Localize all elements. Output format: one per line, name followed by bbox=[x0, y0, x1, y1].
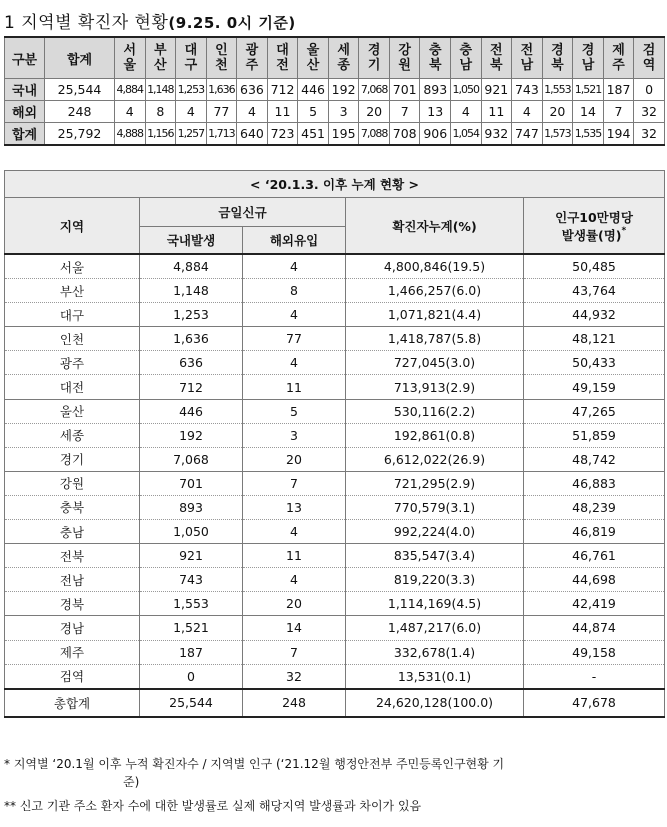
summary-header-region bbox=[237, 37, 268, 79]
summary-cell: 743 bbox=[512, 79, 543, 101]
cell-overseas: 7 bbox=[243, 640, 346, 664]
cumulative-caption-row bbox=[5, 171, 665, 198]
cell-region: 광주 bbox=[5, 351, 140, 375]
summary-cell: 1,148 bbox=[145, 79, 176, 101]
col-rate-line1: 인구10만명당 bbox=[555, 209, 633, 225]
cell-domestic: 1,253 bbox=[140, 303, 243, 327]
summary-cell: 4,888 bbox=[115, 123, 146, 146]
region-char: 북 bbox=[490, 58, 503, 73]
cell-rate: 50,485 bbox=[524, 254, 665, 279]
summary-row bbox=[5, 79, 665, 101]
region-row bbox=[5, 592, 665, 616]
cell-region: 경남 bbox=[5, 616, 140, 640]
region-char: 세 bbox=[337, 43, 350, 58]
summary-cell: 1,573 bbox=[542, 123, 573, 146]
summary-cell: 1,535 bbox=[573, 123, 604, 146]
cell-region: 충북 bbox=[5, 495, 140, 519]
total-region: 총합계 bbox=[5, 689, 140, 717]
col-today-new: 금일신규 bbox=[140, 198, 346, 227]
cell-domestic: 1,636 bbox=[140, 327, 243, 351]
summary-cell: 1,050 bbox=[451, 79, 482, 101]
summary-cell: 1,521 bbox=[573, 79, 604, 101]
summary-header-region bbox=[267, 37, 298, 79]
cell-region: 전남 bbox=[5, 568, 140, 592]
footnote-1-line2: 준) bbox=[123, 775, 140, 789]
region-row bbox=[5, 664, 665, 689]
summary-cell: 0 bbox=[634, 79, 665, 101]
summary-cell: 1,257 bbox=[176, 123, 207, 146]
summary-cell: 451 bbox=[298, 123, 329, 146]
footnote-2: ** 신고 기관 주소 환자 수에 대한 발생률로 실제 해당지역 발생률과 차이가 있음 bbox=[4, 799, 422, 813]
cell-region: 울산 bbox=[5, 399, 140, 423]
region-char: 충 bbox=[428, 43, 442, 58]
summary-cell: 7 bbox=[389, 101, 420, 123]
cell-cumulative: 1,466,257(6.0) bbox=[346, 279, 524, 303]
region-row bbox=[5, 568, 665, 592]
region-char: 검 bbox=[642, 43, 656, 58]
col-domestic: 국내발생 bbox=[140, 227, 243, 255]
summary-cell: 13 bbox=[420, 101, 451, 123]
cell-overseas: 4 bbox=[243, 303, 346, 327]
region-char: 남 bbox=[520, 58, 534, 73]
summary-cell: 32 bbox=[634, 123, 665, 146]
col-rate-line2: 발생률(명) bbox=[561, 227, 622, 243]
cell-cumulative: 770,579(3.1) bbox=[346, 495, 524, 519]
region-char: 인 bbox=[215, 43, 228, 58]
region-char: 울 bbox=[123, 58, 137, 73]
summary-cell: 708 bbox=[389, 123, 420, 146]
region-char: 산 bbox=[306, 58, 320, 73]
cell-region: 인천 bbox=[5, 327, 140, 351]
summary-header-region bbox=[145, 37, 176, 79]
region-row bbox=[5, 254, 665, 279]
cell-rate: 48,742 bbox=[524, 447, 665, 471]
cell-cumulative: 530,116(2.2) bbox=[346, 399, 524, 423]
cumulative-caption: < ‘20.1.3. 이후 누계 현황 > bbox=[5, 171, 665, 198]
summary-cell: 3 bbox=[328, 101, 359, 123]
summary-cell: 194 bbox=[603, 123, 634, 146]
summary-header-region bbox=[512, 37, 543, 79]
cell-overseas: 4 bbox=[243, 254, 346, 279]
total-overseas: 248 bbox=[243, 689, 346, 717]
cell-cumulative: 192,861(0.8) bbox=[346, 423, 524, 447]
cell-region: 충남 bbox=[5, 520, 140, 544]
summary-header-row bbox=[5, 37, 665, 79]
cell-domestic: 743 bbox=[140, 568, 243, 592]
region-char: 북 bbox=[551, 58, 564, 73]
cell-domestic: 446 bbox=[140, 399, 243, 423]
region-char: 부 bbox=[154, 43, 167, 58]
cell-domestic: 4,884 bbox=[140, 254, 243, 279]
summary-cell: 4 bbox=[115, 101, 146, 123]
region-row bbox=[5, 375, 665, 399]
summary-cell: 32 bbox=[634, 101, 665, 123]
summary-cell: 1,713 bbox=[206, 123, 237, 146]
region-char: 원 bbox=[398, 58, 411, 73]
summary-header-region bbox=[176, 37, 207, 79]
summary-cell: 747 bbox=[512, 123, 543, 146]
summary-cell: 77 bbox=[206, 101, 237, 123]
region-row bbox=[5, 423, 665, 447]
summary-cell: 446 bbox=[298, 79, 329, 101]
cell-overseas: 8 bbox=[243, 279, 346, 303]
cell-overseas: 20 bbox=[243, 592, 346, 616]
region-row bbox=[5, 327, 665, 351]
col-region: 지역 bbox=[5, 198, 140, 255]
summary-row bbox=[5, 101, 665, 123]
cell-overseas: 32 bbox=[243, 664, 346, 689]
cell-domestic: 636 bbox=[140, 351, 243, 375]
region-char: 경 bbox=[581, 43, 595, 58]
region-row bbox=[5, 544, 665, 568]
summary-cell: 5 bbox=[298, 101, 329, 123]
summary-header-region bbox=[481, 37, 512, 79]
cell-cumulative: 1,071,821(4.4) bbox=[346, 303, 524, 327]
summary-cell: 11 bbox=[267, 101, 298, 123]
summary-cell: 4 bbox=[451, 101, 482, 123]
region-row bbox=[5, 640, 665, 664]
cell-domestic: 7,068 bbox=[140, 447, 243, 471]
summary-row-total: 248 bbox=[45, 101, 115, 123]
region-char: 대 bbox=[276, 43, 289, 58]
cell-overseas: 13 bbox=[243, 495, 346, 519]
cell-rate: 48,239 bbox=[524, 495, 665, 519]
summary-header-region bbox=[359, 37, 390, 79]
summary-cell: 14 bbox=[573, 101, 604, 123]
cell-region: 대전 bbox=[5, 375, 140, 399]
cell-region: 경기 bbox=[5, 447, 140, 471]
cell-region: 서울 bbox=[5, 254, 140, 279]
region-char: 서 bbox=[123, 43, 137, 58]
region-char: 전 bbox=[520, 43, 534, 58]
region-char: 전 bbox=[490, 43, 503, 58]
summary-cell: 1,636 bbox=[206, 79, 237, 101]
cell-domestic: 1,050 bbox=[140, 520, 243, 544]
summary-cell: 932 bbox=[481, 123, 512, 146]
region-char: 강 bbox=[398, 43, 411, 58]
summary-header-region bbox=[298, 37, 329, 79]
section-title bbox=[4, 8, 296, 33]
region-row bbox=[5, 399, 665, 423]
cell-overseas: 4 bbox=[243, 568, 346, 592]
cell-overseas: 5 bbox=[243, 399, 346, 423]
col-rate-footnote-mark: * bbox=[621, 225, 627, 236]
footnote-1 bbox=[4, 755, 644, 791]
summary-cell: 1,253 bbox=[176, 79, 207, 101]
summary-row-label: 해외 bbox=[5, 101, 45, 123]
cell-rate: 44,698 bbox=[524, 568, 665, 592]
cell-overseas: 4 bbox=[243, 520, 346, 544]
cell-rate: 46,761 bbox=[524, 544, 665, 568]
cell-rate: 50,433 bbox=[524, 351, 665, 375]
cell-region: 전북 bbox=[5, 544, 140, 568]
region-char: 대 bbox=[184, 43, 198, 58]
summary-cell: 701 bbox=[389, 79, 420, 101]
region-char: 남 bbox=[459, 58, 473, 73]
cell-cumulative: 992,224(4.0) bbox=[346, 520, 524, 544]
region-char: 울 bbox=[306, 43, 320, 58]
cell-domestic: 921 bbox=[140, 544, 243, 568]
cumulative-header-row-1 bbox=[5, 198, 665, 227]
region-char: 기 bbox=[367, 58, 381, 73]
cell-region: 부산 bbox=[5, 279, 140, 303]
region-char: 전 bbox=[276, 58, 289, 73]
summary-cell: 1,156 bbox=[145, 123, 176, 146]
summary-row-total: 25,544 bbox=[45, 79, 115, 101]
summary-cell: 893 bbox=[420, 79, 451, 101]
summary-cell: 1,553 bbox=[542, 79, 573, 101]
region-char: 광 bbox=[245, 43, 259, 58]
summary-header-region bbox=[328, 37, 359, 79]
summary-cell: 636 bbox=[237, 79, 268, 101]
total-domestic: 25,544 bbox=[140, 689, 243, 717]
col-cumulative: 확진자누계(%) bbox=[346, 198, 524, 255]
cell-rate: 49,158 bbox=[524, 640, 665, 664]
cell-cumulative: 1,487,217(6.0) bbox=[346, 616, 524, 640]
region-char: 산 bbox=[154, 58, 167, 73]
cell-rate: 44,932 bbox=[524, 303, 665, 327]
region-char: 구 bbox=[184, 58, 198, 73]
region-char: 역 bbox=[642, 58, 656, 73]
cell-domestic: 1,521 bbox=[140, 616, 243, 640]
summary-cell: 712 bbox=[267, 79, 298, 101]
cell-rate: 44,874 bbox=[524, 616, 665, 640]
cell-rate: 42,419 bbox=[524, 592, 665, 616]
cell-rate: 46,819 bbox=[524, 520, 665, 544]
region-char: 주 bbox=[612, 58, 625, 73]
total-cumulative: 24,620,128(100.0) bbox=[346, 689, 524, 717]
summary-header-region bbox=[206, 37, 237, 79]
cell-rate: 43,764 bbox=[524, 279, 665, 303]
summary-cell: 7 bbox=[603, 101, 634, 123]
cell-region: 검역 bbox=[5, 664, 140, 689]
summary-cell: 4 bbox=[176, 101, 207, 123]
summary-cell: 7,088 bbox=[359, 123, 390, 146]
cell-domestic: 192 bbox=[140, 423, 243, 447]
summary-cell: 195 bbox=[328, 123, 359, 146]
cell-cumulative: 4,800,846(19.5) bbox=[346, 254, 524, 279]
cell-domestic: 0 bbox=[140, 664, 243, 689]
summary-header-region bbox=[603, 37, 634, 79]
summary-cell: 640 bbox=[237, 123, 268, 146]
region-char: 경 bbox=[551, 43, 564, 58]
region-char: 주 bbox=[245, 58, 259, 73]
summary-header-region bbox=[542, 37, 573, 79]
cell-rate: 48,121 bbox=[524, 327, 665, 351]
region-char: 북 bbox=[428, 58, 442, 73]
cell-region: 대구 bbox=[5, 303, 140, 327]
summary-header-region bbox=[573, 37, 604, 79]
cell-region: 제주 bbox=[5, 640, 140, 664]
summary-header-region bbox=[115, 37, 146, 79]
summary-cell: 20 bbox=[359, 101, 390, 123]
cell-cumulative: 819,220(3.3) bbox=[346, 568, 524, 592]
summary-cell: 20 bbox=[542, 101, 573, 123]
summary-cell: 7,068 bbox=[359, 79, 390, 101]
cell-domestic: 187 bbox=[140, 640, 243, 664]
summary-cell: 192 bbox=[328, 79, 359, 101]
summary-row-label: 국내 bbox=[5, 79, 45, 101]
summary-row bbox=[5, 123, 665, 146]
cell-overseas: 7 bbox=[243, 471, 346, 495]
summary-header-category: 구분 bbox=[5, 37, 45, 79]
cell-rate: 51,859 bbox=[524, 423, 665, 447]
cell-domestic: 712 bbox=[140, 375, 243, 399]
summary-cell: 8 bbox=[145, 101, 176, 123]
summary-cell: 187 bbox=[603, 79, 634, 101]
cell-domestic: 893 bbox=[140, 495, 243, 519]
region-char: 제 bbox=[612, 43, 625, 58]
summary-cell: 4 bbox=[237, 101, 268, 123]
total-row bbox=[5, 689, 665, 717]
cell-region: 경북 bbox=[5, 592, 140, 616]
cell-cumulative: 6,612,022(26.9) bbox=[346, 447, 524, 471]
region-char: 종 bbox=[337, 58, 350, 73]
footnote-1-line1: * 지역별 ‘20.1월 이후 누적 확진자수 / 지역별 인구 (‘21.12월 행정안전부 주민등록인구현황 기 bbox=[4, 757, 505, 771]
region-char: 충 bbox=[459, 43, 473, 58]
cell-cumulative: 1,418,787(5.8) bbox=[346, 327, 524, 351]
cell-region: 강원 bbox=[5, 471, 140, 495]
region-row bbox=[5, 351, 665, 375]
cell-cumulative: 713,913(2.9) bbox=[346, 375, 524, 399]
summary-cell: 1,054 bbox=[451, 123, 482, 146]
cell-overseas: 77 bbox=[243, 327, 346, 351]
summary-cell: 4 bbox=[512, 101, 543, 123]
cell-cumulative: 332,678(1.4) bbox=[346, 640, 524, 664]
summary-row-total: 25,792 bbox=[45, 123, 115, 146]
summary-row-label: 합계 bbox=[5, 123, 45, 146]
summary-header-total: 합계 bbox=[45, 37, 115, 79]
cell-rate: 46,883 bbox=[524, 471, 665, 495]
summary-cell: 723 bbox=[267, 123, 298, 146]
region-char: 남 bbox=[581, 58, 595, 73]
cell-rate: 47,265 bbox=[524, 399, 665, 423]
region-row bbox=[5, 303, 665, 327]
cell-domestic: 1,553 bbox=[140, 592, 243, 616]
cell-rate: - bbox=[524, 664, 665, 689]
region-row bbox=[5, 447, 665, 471]
title-date: (9.25. 0시 기준) bbox=[168, 14, 296, 32]
summary-header-region bbox=[420, 37, 451, 79]
summary-table bbox=[4, 36, 665, 146]
cell-overseas: 20 bbox=[243, 447, 346, 471]
cell-overseas: 11 bbox=[243, 544, 346, 568]
cell-rate: 49,159 bbox=[524, 375, 665, 399]
cell-cumulative: 727,045(3.0) bbox=[346, 351, 524, 375]
summary-header-region bbox=[451, 37, 482, 79]
summary-header-region bbox=[389, 37, 420, 79]
cell-domestic: 701 bbox=[140, 471, 243, 495]
summary-cell: 906 bbox=[420, 123, 451, 146]
total-rate: 47,678 bbox=[524, 689, 665, 717]
title-main: 1 지역별 확진자 현황 bbox=[4, 13, 169, 33]
region-row bbox=[5, 495, 665, 519]
cumulative-table bbox=[4, 170, 665, 718]
cell-cumulative: 1,114,169(4.5) bbox=[346, 592, 524, 616]
cell-cumulative: 13,531(0.1) bbox=[346, 664, 524, 689]
cell-overseas: 3 bbox=[243, 423, 346, 447]
region-row bbox=[5, 279, 665, 303]
region-row bbox=[5, 471, 665, 495]
region-char: 경 bbox=[367, 43, 381, 58]
cell-domestic: 1,148 bbox=[140, 279, 243, 303]
cell-overseas: 11 bbox=[243, 375, 346, 399]
region-row bbox=[5, 520, 665, 544]
cell-region: 세종 bbox=[5, 423, 140, 447]
summary-cell: 4,884 bbox=[115, 79, 146, 101]
summary-cell: 11 bbox=[481, 101, 512, 123]
cell-cumulative: 835,547(3.4) bbox=[346, 544, 524, 568]
cell-overseas: 14 bbox=[243, 616, 346, 640]
region-row bbox=[5, 616, 665, 640]
col-rate bbox=[524, 198, 665, 255]
summary-cell: 921 bbox=[481, 79, 512, 101]
col-overseas: 해외유입 bbox=[243, 227, 346, 255]
cell-overseas: 4 bbox=[243, 351, 346, 375]
summary-header-region bbox=[634, 37, 665, 79]
region-char: 천 bbox=[215, 58, 228, 73]
cell-cumulative: 721,295(2.9) bbox=[346, 471, 524, 495]
